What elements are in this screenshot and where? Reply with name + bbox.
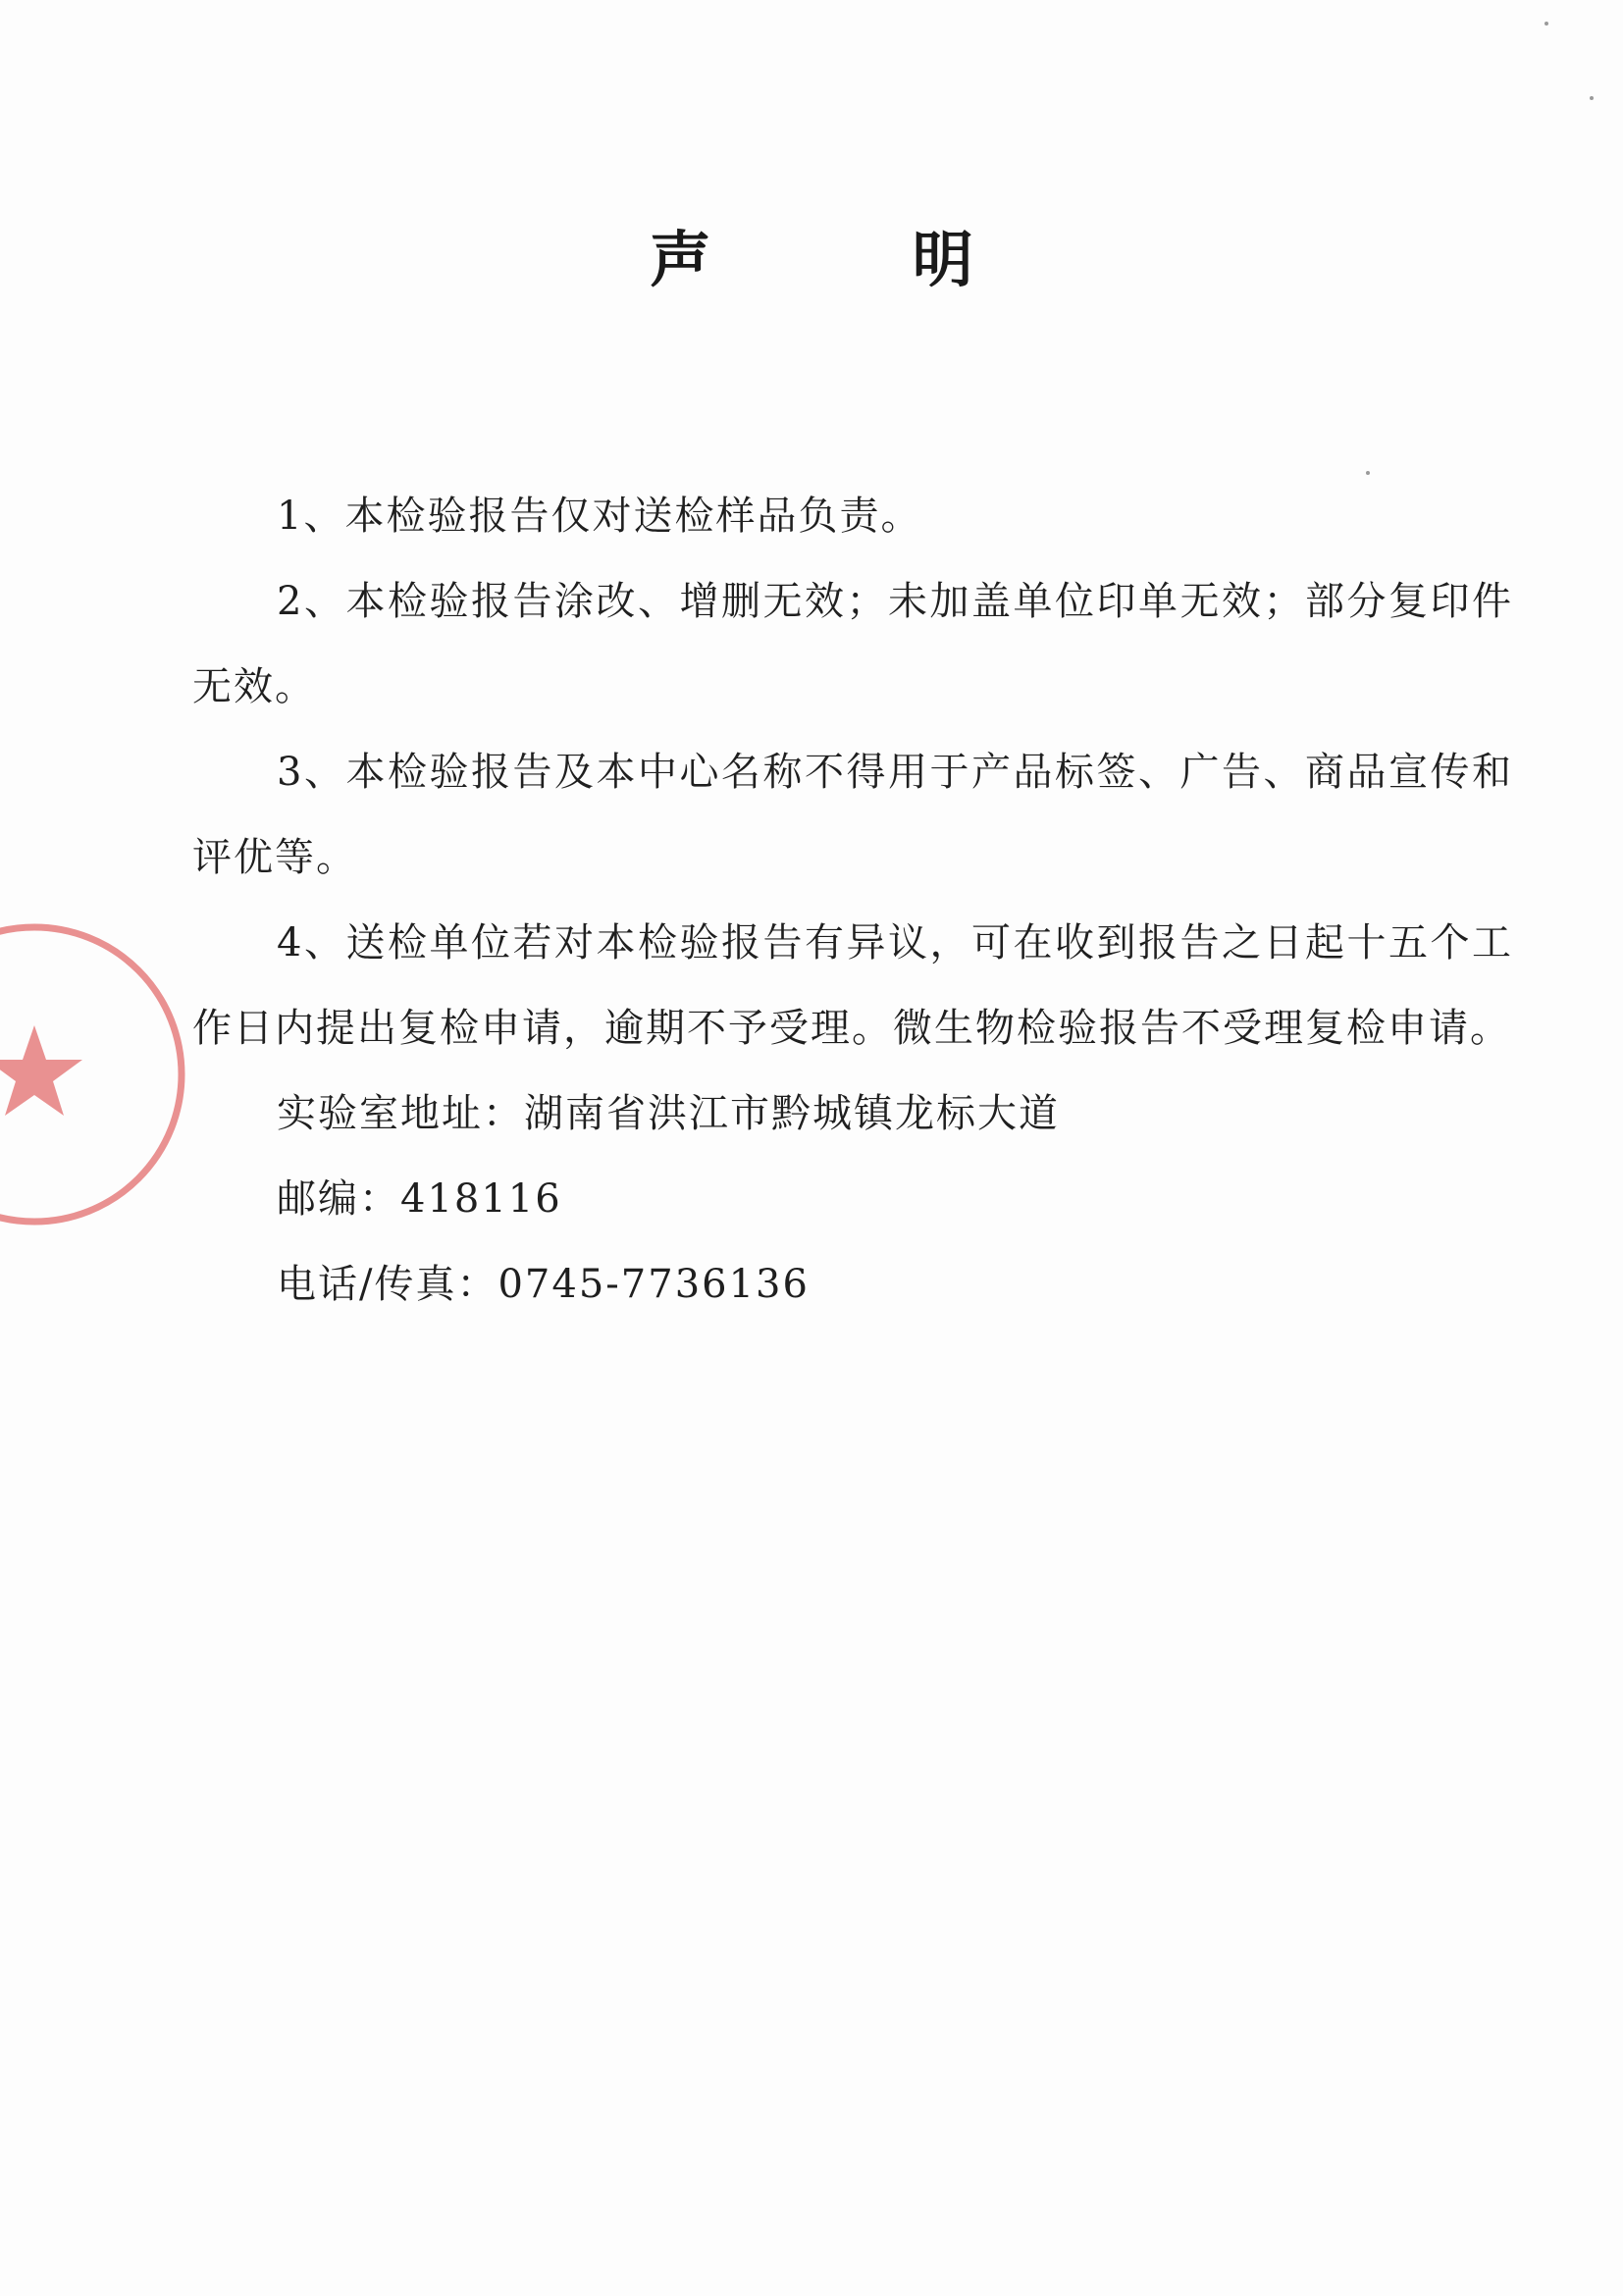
clause-2: 2、本检验报告涂改、增删无效；未加盖单位印单无效；部分复印件无效。 <box>192 579 1513 709</box>
scan-speck <box>1366 471 1370 475</box>
address-label: 实验室地址： <box>277 1091 524 1136</box>
postcode <box>192 1157 1513 1242</box>
address-value: 湖南省洪江市黔城镇龙标大道 <box>524 1091 1060 1136</box>
clause-3: 3、本检验报告及本中心名称不得用于产品标签、广告、商品宣传和评优等。 <box>192 750 1513 880</box>
phone-value: 0745-7736136 <box>497 1262 810 1307</box>
postcode-value: 418116 <box>400 1176 562 1222</box>
phone-fax <box>192 1242 1513 1328</box>
postcode-label: 邮编： <box>277 1176 400 1222</box>
clause-1: 1、本检验报告仅对送检样品负责。 <box>277 494 922 539</box>
red-seal-stamp-icon <box>0 913 196 1236</box>
clause-4: 4、送检单位若对本检验报告有异议，可在收到报告之日起十五个工作日内提出复检申请，逾期不予受理。微生物检验报告不受理复检申请。 <box>192 920 1513 1051</box>
lab-address <box>192 1071 1513 1157</box>
statement-body <box>192 474 1513 1328</box>
phone-label: 电话/传真： <box>277 1262 498 1307</box>
page-title: 声 明 <box>650 224 1064 295</box>
scan-speck <box>1544 22 1548 26</box>
scan-speck <box>1590 96 1594 100</box>
